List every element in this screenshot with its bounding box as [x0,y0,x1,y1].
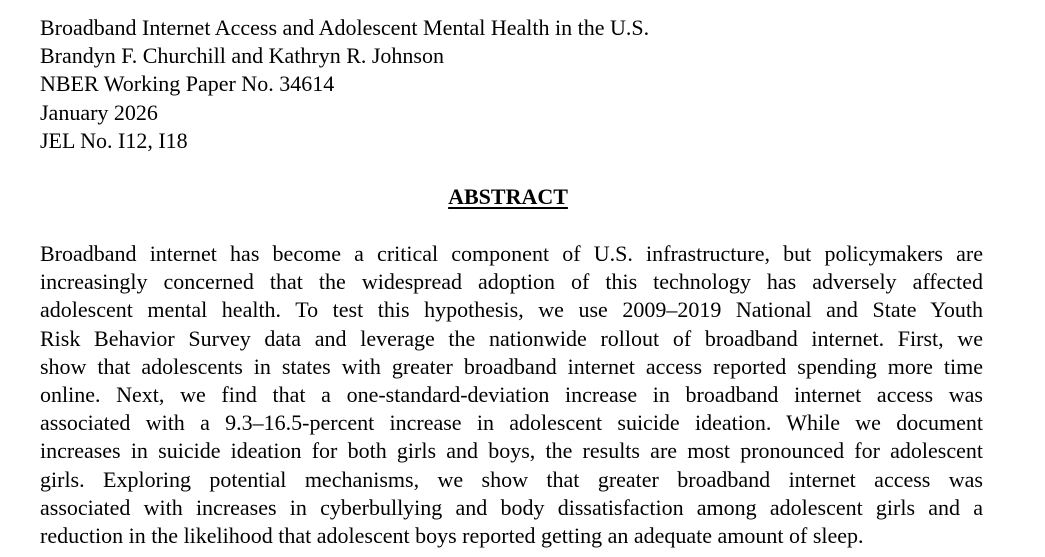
abstract-line: associated with increases in cyberbullying and body dissatisfaction among adolescent girls and a [40,494,983,520]
abstract-line: Broadband internet has become a critical component of U.S. infrastructure, but policymakers are [40,241,983,266]
abstract-body [40,240,983,550]
abstract-heading-text: ABSTRACT [448,184,568,209]
paper-header [40,14,649,155]
abstract-line: increases in suicide ideation for both girls and boys, the results are most pronounced for adolescent [40,438,983,464]
abstract-line: reduction in the likelihood that adolescent boys reported getting an adequate amount of sleep. [40,523,864,549]
abstract-line: girls. Exploring potential mechanisms, we show that greater broadband internet access was [40,466,983,492]
abstract-line: online. Next, we find that a one-standard-deviation increase in broadband internet access was [40,382,983,408]
abstract-line: associated with a 9.3–16.5-percent increase in adolescent suicide ideation. While we document [40,410,983,436]
paper-jel-codes: JEL No. I12, I18 [40,127,188,153]
paper-title: Broadband Internet Access and Adolescent Mental Health in the U.S. [40,15,650,40]
abstract-line: adolescent mental health. To test this hypothesis, we use 2009–2019 National and State Youth [40,297,983,323]
paper-series: NBER Working Paper No. 34614 [40,71,335,97]
paper-date: January 2026 [40,99,158,125]
abstract-line: Risk Behavior Survey data and leverage the nationwide rollout of broadband internet. First, we [40,325,983,351]
abstract-line: show that adolescents in states with greater broadband internet access reported spending more time [40,353,983,379]
paper-authors: Brandyn F. Churchill and Kathryn R. Johnson [40,43,444,69]
abstract-line: increasingly concerned that the widespread adoption of this technology has adversely affected [40,269,983,295]
abstract-heading [0,183,1016,211]
